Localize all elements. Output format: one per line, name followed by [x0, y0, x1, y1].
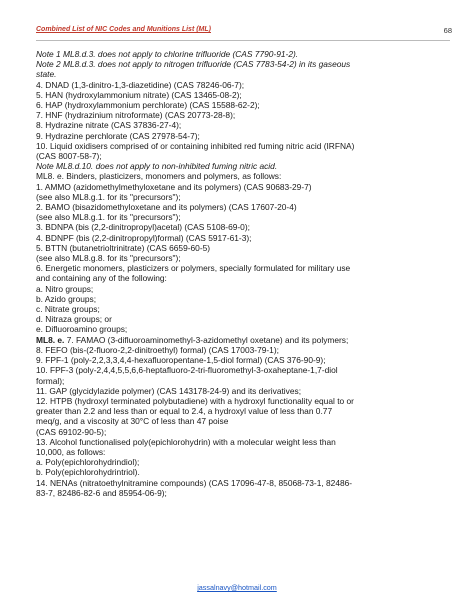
- text-line: [36, 478, 450, 488]
- page-header: [36, 26, 450, 38]
- line-text: 6. Energetic monomers, plasticizers or polymers, specially formulated for military use: [36, 263, 351, 274]
- line-text: 13. Alcohol functionalised poly(epichlorohydrin) with a molecular weight less than: [36, 436, 336, 447]
- text-line: [36, 284, 450, 294]
- line-text: (CAS 8007-58-7);: [36, 151, 102, 162]
- line-text: 8. FEFO (bis-(2-fluoro-2,2-dinitroethyl) formal) (CAS 17003-79-1);: [36, 344, 279, 355]
- text-line: [36, 488, 450, 498]
- text-line: [36, 171, 450, 181]
- text-line: [36, 90, 450, 100]
- text-line: [36, 396, 450, 406]
- text-line: [36, 182, 450, 192]
- text-line: [36, 212, 450, 222]
- section-label: ML8. e.: [36, 334, 65, 345]
- line-text: b. Poly(epichlorohydrintriol).: [36, 467, 140, 478]
- text-line: [36, 314, 450, 324]
- text-line: [36, 324, 450, 334]
- text-line: [36, 273, 450, 283]
- line-text: 4. BDNPF (bis (2,2-dinitropropyl)formal) (CAS 5917-61-3);: [36, 232, 252, 243]
- line-text: greater than 2.2 and less than or equal to 2.4, a hydroxyl value of less than 0.77: [36, 406, 333, 417]
- line-text: 5. BTTN (butanetrioltrinitrate) (CAS 6659-60-5): [36, 242, 211, 253]
- line-text: 10. FPF-3 (poly-2,4,4,5,5,6,6-heptafluoro-2-tri-fluoromethyl-3-oxaheptane-1,7-diol: [36, 365, 338, 376]
- text-line: [36, 406, 450, 416]
- line-text: 1. AMMO (azidomethylmethyloxetane and its polymers) (CAS 90683-29-7): [36, 181, 312, 192]
- text-line: [36, 131, 450, 141]
- text-line: [36, 243, 450, 253]
- line-text: 2. BAMO (bisazidomethyloxetane and its polymers) (CAS 17607-20-4): [36, 202, 297, 213]
- text-line: [36, 355, 450, 365]
- text-line: [36, 365, 450, 375]
- footer-email-link[interactable]: jassalnavy@hotmail.com: [197, 583, 277, 592]
- line-text: a. Poly(epichlorohydrindiol);: [36, 457, 140, 468]
- text-line: [36, 345, 450, 355]
- text-line: [36, 100, 450, 110]
- text-line: [36, 467, 450, 477]
- line-text: e. Difluoroamino groups;: [36, 324, 128, 335]
- note-line: [36, 161, 450, 171]
- line-text: 3. BDNPA (bis (2,2-dinitropropyl)acetal) (CAS 5108-69-0);: [36, 222, 250, 233]
- text-line: [36, 427, 450, 437]
- line-text: (CAS 69102-90-5);: [36, 426, 107, 437]
- line-text: 83-7, 82486-82-6 and 85954-06-9);: [36, 487, 167, 498]
- line-text: a. Nitro groups;: [36, 283, 94, 294]
- line-text: state.: [36, 69, 57, 80]
- page-number: 68: [443, 26, 452, 35]
- line-text: Note ML8.d.10. does not apply to non-inhibited fuming nitric acid.: [36, 161, 278, 172]
- line-text: d. Nitraza groups; or: [36, 314, 112, 325]
- line-text: 4. DNAD (1,3-dinitro-1,3-diazetidine) (CAS 78246-06-7);: [36, 79, 245, 90]
- document-body: [36, 49, 450, 498]
- line-text: ML8. e. Binders, plasticizers, monomers and polymers, as follows:: [36, 171, 282, 182]
- line-text: (see also ML8.g.8. for its "precursors");: [36, 253, 181, 264]
- text-line: [36, 151, 450, 161]
- line-text: 8. Hydrazine nitrate (CAS 37836-27-4);: [36, 120, 182, 131]
- line-text: (see also ML8.g.1. for its "precursors");: [36, 191, 181, 202]
- line-text: 10,000, as follows:: [36, 446, 106, 457]
- text-line: [36, 222, 450, 232]
- line-text: 6. HAP (hydroxylammonium perchlorate) (CAS 15588-62-2);: [36, 100, 260, 111]
- text-line: [36, 141, 450, 151]
- line-text: 7. FAMAO (3-difluoroaminomethyl-3-azidomethyl oxetane) and its polymers;: [64, 334, 349, 345]
- line-text: 9. Hydrazine perchlorate (CAS 27978-54-7);: [36, 130, 200, 141]
- text-line: [36, 335, 450, 345]
- header-divider: [36, 40, 450, 41]
- line-text: (see also ML8.g.1. for its "precursors");: [36, 212, 181, 223]
- document-title: Combined List of NIC Codes and Munitions List (ML): [36, 26, 211, 33]
- text-line: [36, 110, 450, 120]
- text-line: [36, 202, 450, 212]
- text-line: [36, 263, 450, 273]
- line-text: meq/g, and a viscosity at 30°C of less than 47 poise: [36, 416, 229, 427]
- text-line: [36, 192, 450, 202]
- page-footer: [0, 577, 474, 595]
- text-line: [36, 294, 450, 304]
- note-line: [36, 59, 450, 69]
- line-text: c. Nitrate groups;: [36, 304, 100, 315]
- text-line: [36, 80, 450, 90]
- line-text: Note 2 ML8.d.3. does not apply to nitrogen trifluoride (CAS 7783-54-2) in its gaseous: [36, 59, 351, 70]
- text-line: [36, 457, 450, 467]
- text-line: [36, 376, 450, 386]
- text-line: [36, 386, 450, 396]
- text-line: [36, 253, 450, 263]
- line-text: 9. FPF-1 (poly-2,2,3,3,4,4-hexafluoropentane-1,5-diol formal) (CAS 376-90-9);: [36, 355, 326, 366]
- text-line: [36, 447, 450, 457]
- text-line: [36, 416, 450, 426]
- note-line: [36, 69, 450, 79]
- line-text: formal);: [36, 375, 65, 386]
- line-text: b. Azido groups;: [36, 293, 97, 304]
- line-text: 10. Liquid oxidisers comprised of or containing inhibited red fuming nitric acid (IRFNA): [36, 140, 355, 151]
- line-text: 5. HAN (hydroxylammonium nitrate) (CAS 13465-08-2);: [36, 89, 242, 100]
- line-text: and containing any of the following:: [36, 273, 167, 284]
- text-line: [36, 304, 450, 314]
- text-line: [36, 233, 450, 243]
- line-text: Note 1 ML8.d.3. does not apply to chlorine trifluoride (CAS 7790-91-2).: [36, 49, 299, 59]
- line-text: 7. HNF (hydrazinium nitroformate) (CAS 20773-28-8);: [36, 110, 236, 121]
- text-line: [36, 120, 450, 130]
- line-text: 14. NENAs (nitratoethylnitramine compounds) (CAS 17096-47-8, 85068-73-1, 82486-: [36, 477, 353, 488]
- text-line: [36, 437, 450, 447]
- line-text: 11. GAP (glycidylazide polymer) (CAS 143178-24-9) and its derivatives;: [36, 385, 302, 396]
- note-line: [36, 49, 450, 59]
- line-text: 12. HTPB (hydroxyl terminated polybutadiene) with a hydroxyl functionality equal to or: [36, 395, 354, 406]
